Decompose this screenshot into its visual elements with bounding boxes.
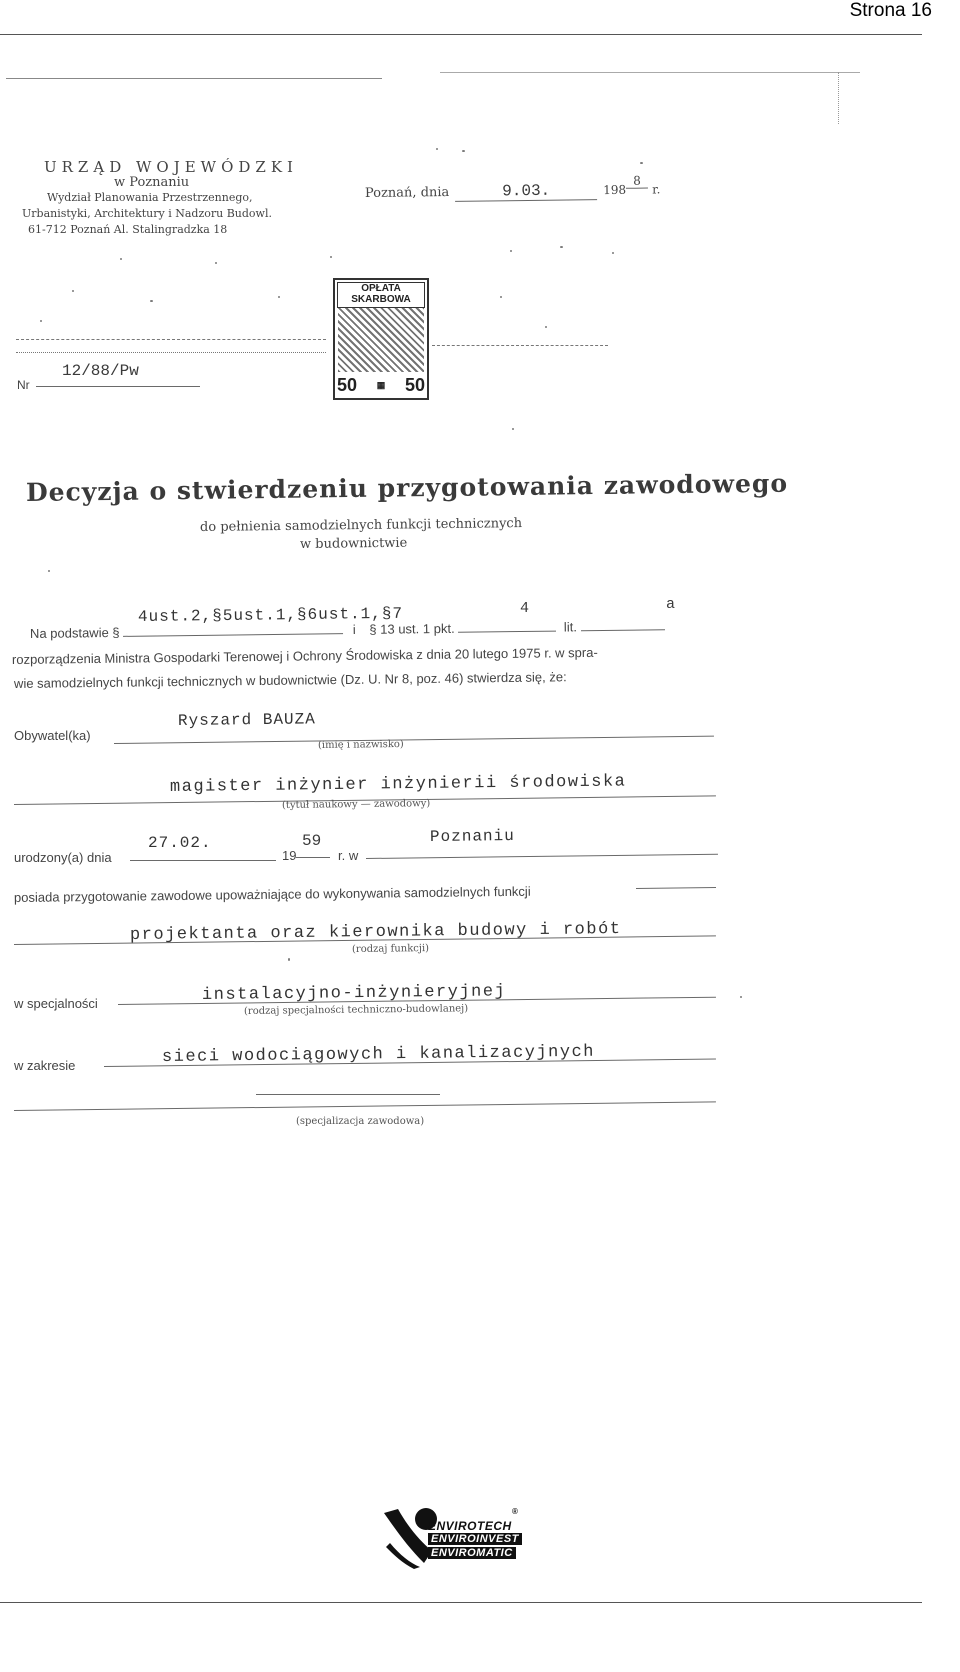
birth-year-prefix: 19 — [282, 848, 297, 863]
citizen-name-underline — [114, 736, 714, 744]
scan-speck — [278, 296, 280, 298]
scan-edge-line — [6, 78, 382, 79]
document-subtitle-cont: w budownictwie — [299, 535, 408, 552]
scan-speck — [545, 326, 547, 328]
scope-value: sieci wodociągowych i kanalizacyjnych — [161, 1042, 596, 1067]
office-department-cont: Urbanistyki, Architektury i Nadzoru Budowl. — [22, 207, 272, 220]
basis-typed-paragraphs: 4ust.2,§5ust.1,§6ust.1,§7 — [137, 604, 404, 626]
scope-label: w zakresie — [14, 1058, 76, 1073]
date-year-prefix: 198 — [603, 182, 627, 198]
scan-speck — [640, 162, 643, 164]
office-department: Wydział Planowania Przestrzennego, — [47, 191, 253, 204]
birth-date-underline — [130, 860, 276, 861]
basis-lit-field — [581, 629, 665, 631]
office-city: w Poznaniu — [114, 175, 190, 190]
scan-edge-line — [440, 72, 860, 73]
scan-speck — [500, 296, 502, 298]
footer-divider — [0, 1602, 922, 1603]
stamp-value-left: 50 — [337, 374, 358, 395]
scan-speck — [120, 258, 122, 260]
birth-year-unit: r. w — [338, 848, 359, 863]
logo-line-1: ENVIROTECH — [428, 1519, 512, 1533]
birth-place: Poznaniu — [429, 826, 515, 846]
scan-edge-mark — [838, 72, 839, 124]
logo-registered-mark: ® — [512, 1507, 519, 1516]
basis-lit-value: a — [666, 596, 676, 613]
scan-speck — [72, 290, 74, 292]
scan-speck — [462, 150, 465, 152]
office-name: URZĄD WOJEWÓDZKI — [44, 158, 298, 176]
scan-speck — [512, 428, 514, 430]
stamp-emblem-icon: ▦ — [376, 379, 386, 390]
date-value: 9.03. — [502, 181, 551, 201]
scan-dash-line — [16, 352, 326, 353]
logo-line-3: ENVIROMATIC — [428, 1547, 516, 1559]
scan-speck — [215, 262, 217, 264]
document-title: Decyzja o stwierdzeniu przygotowania zawodowego — [25, 468, 789, 507]
logo-line-2: ENVIROINVEST — [428, 1533, 522, 1545]
date-prefix: Poznań, dnia — [364, 184, 450, 201]
basis-section: § 13 ust. 1 pkt. — [369, 620, 455, 637]
stamp-values — [337, 374, 425, 396]
scan-speck — [560, 246, 563, 248]
basis-label: Na podstawie § — [29, 624, 120, 641]
date-field — [455, 181, 597, 202]
qualification-text-underline — [636, 887, 716, 889]
date-line — [364, 173, 661, 203]
stamp-value-right: 50 — [404, 374, 425, 395]
basis-line-2: rozporządzenia Ministra Gospodarki Terenowej i Ochrony Środowiska z dnia 20 lutego 1975 r. w spra- — [11, 644, 598, 667]
date-year-suffix: 8 — [626, 174, 648, 189]
basis-line-3: wie samodzielnych funkcji technicznych w budownictwie (Dz. U. Nr 8, poz. 46) stwierdza się, że: — [13, 669, 567, 691]
scan-speck — [40, 320, 42, 322]
page-number: Strona 16 — [849, 0, 932, 21]
citizen-name: Ryszard BAUZA — [177, 710, 316, 730]
function-value: projektanta oraz kierownika budowy i robót — [129, 919, 622, 945]
specialty-value: instalacyjno-inżynieryjnej — [201, 982, 507, 1005]
function-caption: (rodzaj funkcji) — [351, 943, 430, 955]
scan-speck — [288, 958, 290, 961]
specialty-caption: (rodzaj specjalności techniczno-budowlanej) — [243, 1003, 469, 1017]
company-logo — [380, 1503, 580, 1569]
scope-caption: (specjalizacja zawodowa) — [296, 1116, 425, 1127]
basis-pkt-value: 4 — [520, 600, 530, 617]
scan-speck — [510, 250, 512, 252]
scan-dash-line — [16, 339, 326, 340]
citizen-label: Obywatel(ka) — [14, 728, 91, 743]
basis-and: i — [352, 622, 356, 638]
stamp-header: OPŁATA SKARBOWA — [337, 282, 425, 308]
birth-place-underline — [366, 854, 718, 859]
scan-speck — [330, 256, 332, 258]
birth-year: 59 — [302, 832, 322, 850]
number-underline — [36, 386, 200, 387]
scope-second-underline — [14, 1101, 716, 1111]
header-divider — [0, 34, 922, 35]
citizen-name-caption: (imię i nazwisko) — [317, 738, 404, 751]
date-year-unit: r. — [652, 182, 661, 197]
scanned-document — [0, 60, 922, 1220]
office-address: 61-712 Poznań Al. Stalingradzka 18 — [28, 223, 228, 236]
number-label: Nr — [17, 378, 30, 392]
citizen-title: magister inżynier inżynierii środowiska — [169, 772, 627, 797]
scan-speck — [740, 996, 742, 998]
scope-short-line — [256, 1094, 440, 1095]
revenue-stamp — [333, 278, 429, 400]
basis-pkt-field — [458, 631, 556, 633]
birth-date: 27.02. — [148, 834, 212, 852]
scan-speck — [612, 252, 614, 254]
number-value: 12/88/Pw — [62, 362, 139, 380]
citizen-title-caption: (tytuł naukowy — zawodowy) — [281, 798, 431, 811]
scan-speck — [436, 148, 438, 150]
birth-label: urodzony(a) dnia — [14, 850, 112, 865]
birth-year-underline — [296, 857, 330, 858]
document-subtitle: do pełnienia samodzielnych funkcji technicznych — [199, 516, 523, 535]
basis-lit-label: lit. — [563, 619, 577, 635]
scan-speck — [48, 570, 50, 572]
specialty-label: w specjalności — [14, 996, 98, 1011]
scan-dash-line — [432, 345, 608, 346]
stamp-engraving — [338, 308, 424, 372]
qualification-text: posiada przygotowanie zawodowe upoważniające do wykonywania samodzielnych funkcji — [13, 883, 531, 905]
scan-speck — [150, 300, 153, 302]
basis-field — [123, 633, 343, 637]
basis-line-1 — [30, 618, 665, 641]
